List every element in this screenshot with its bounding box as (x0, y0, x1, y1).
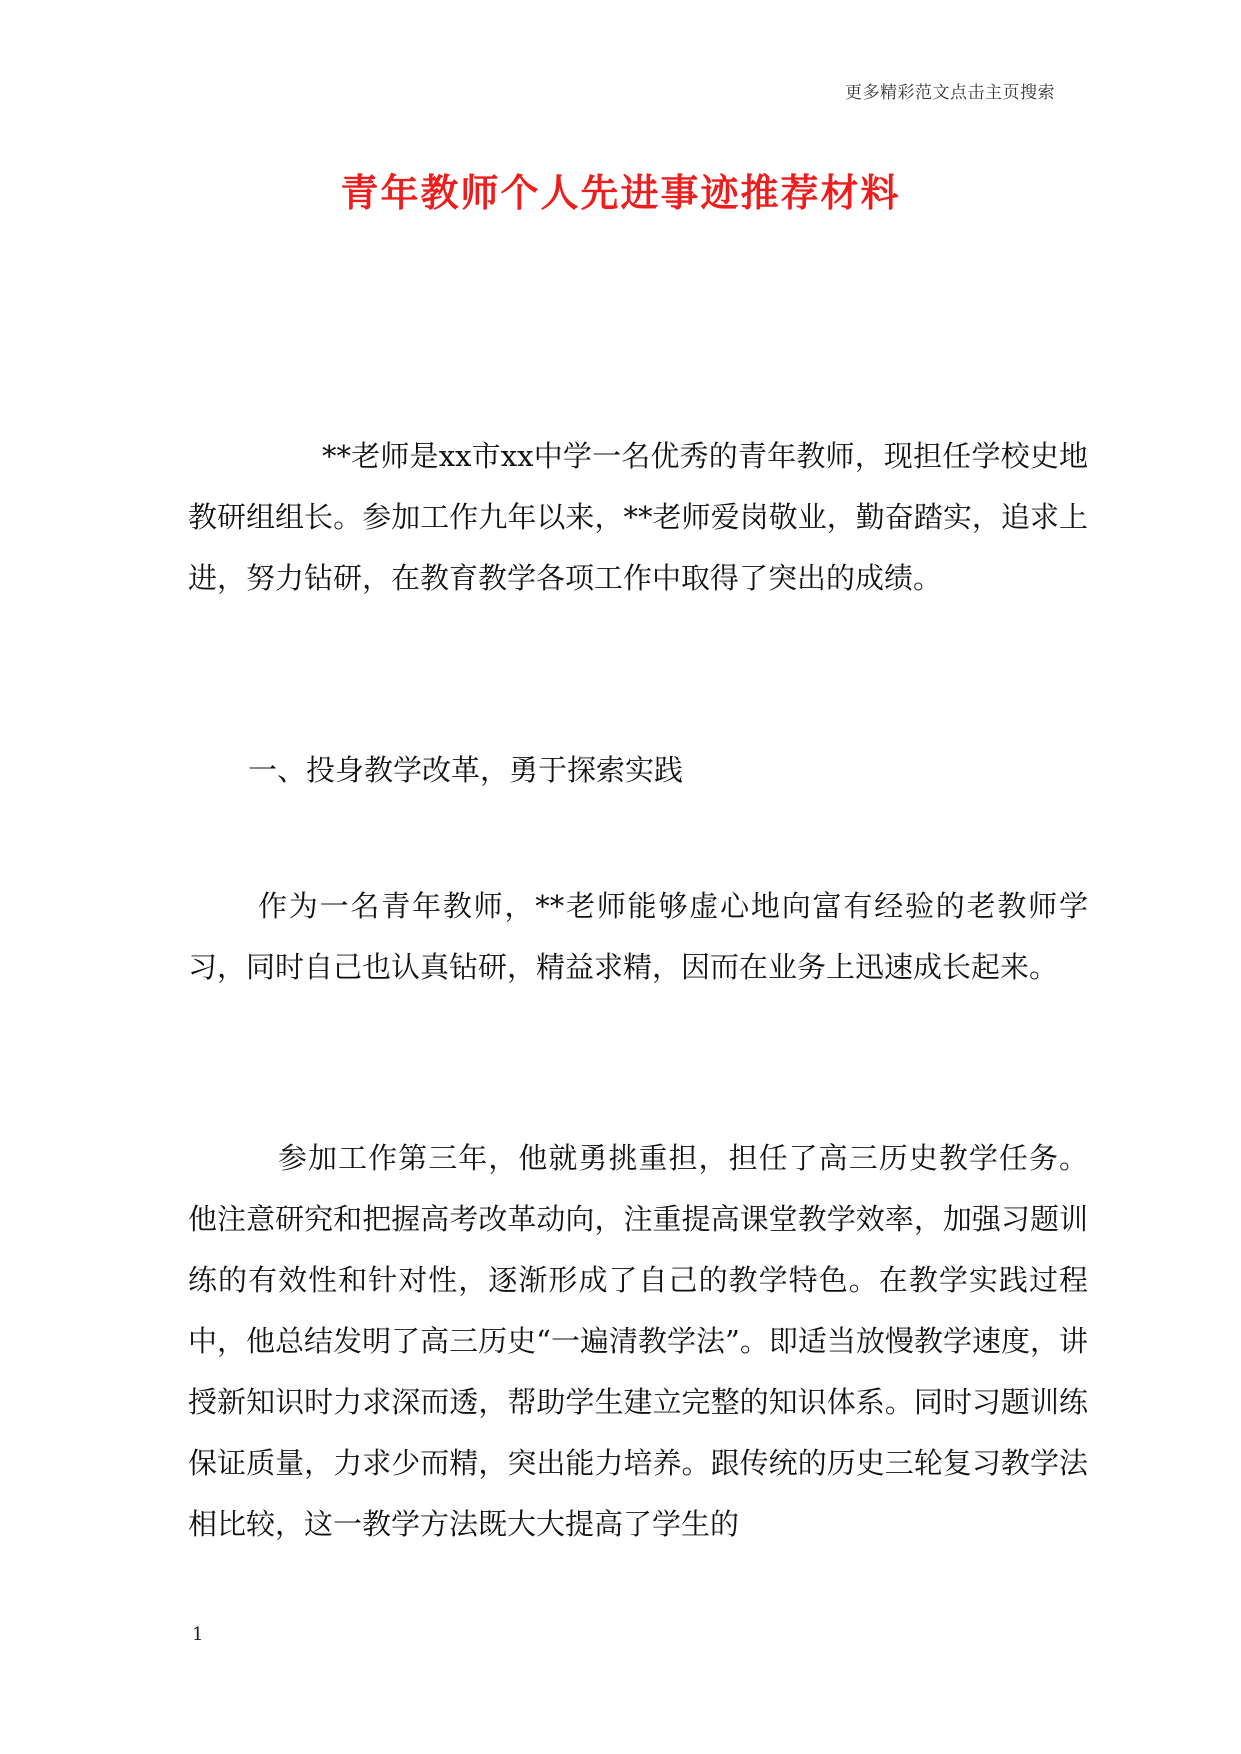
body-paragraph: 作为一名青年教师，**老师能够虚心地向富有经验的老教师学习，同时自己也认真钻研，精益求精，因而在业务上迅速成长起来。 (188, 889, 1088, 984)
document-title: 青年教师个人先进事迹推荐材料 (340, 170, 901, 215)
body-paragraph: 参加工作第三年，他就勇挑重担，担任了高三历史教学任务。他注意研究和把握高考改革动向，注重提高课堂教学效率，加强习题训练的有效性和针对性，逐渐形成了自己的教学特色。在教学实践过程中，他总结发明了高三历史“一遍清教学法”。即适当放慢教学速度，讲授新知识时力求深而透，帮助学生建立完整的知识体系。同时习题训练保证质量，力求少而精，突出能力培养。跟传统的历史三轮复习教学法相比较，这一教学方法既大大提高了学生的 (188, 1141, 1088, 1541)
section-heading: 一、投身教学改革，勇于探索实践 (248, 753, 684, 787)
page-number: 1 (192, 1624, 204, 1645)
header-note: 更多精彩范文点击主页搜索 (845, 83, 1055, 103)
intro-paragraph: **老师是xx市xx中学一名优秀的青年教师，现担任学校史地教研组组长。参加工作九年以来，**老师爱岗敬业，勤奋踏实，追求上进，努力钻研，在教育教学各项工作中取得了突出的成绩。 (188, 439, 1088, 595)
